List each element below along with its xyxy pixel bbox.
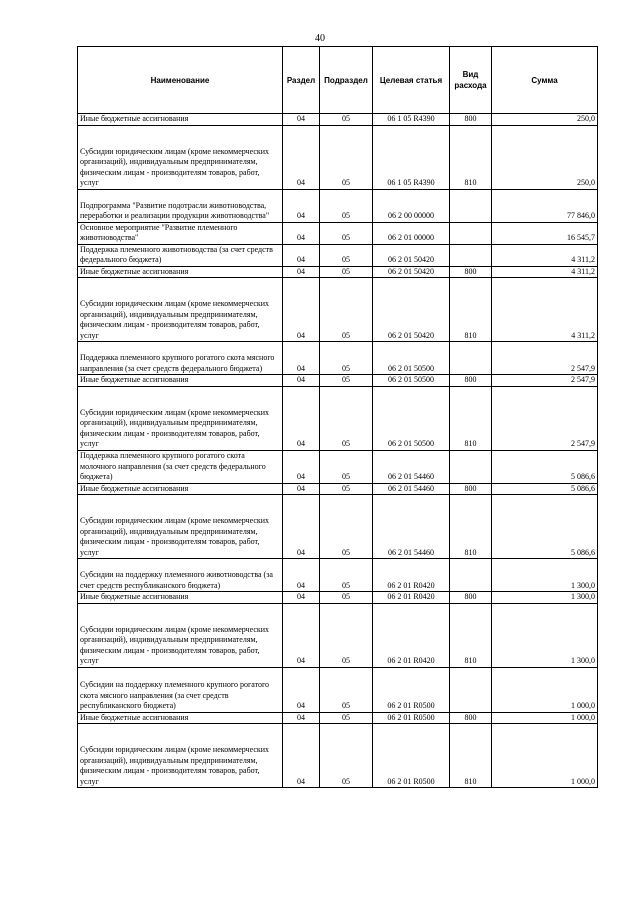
cell-sub: 05 — [320, 375, 373, 387]
cell-typ — [450, 222, 492, 244]
cell-sec: 04 — [283, 559, 320, 592]
cell-name: Иные бюджетные ассигнования — [78, 114, 283, 126]
cell-tgt: 06 2 01 54460 — [373, 450, 450, 483]
cell-sec: 04 — [283, 495, 320, 559]
table-body — [78, 114, 598, 788]
cell-typ: 810 — [450, 278, 492, 342]
cell-sum: 1 300,0 — [492, 592, 598, 604]
cell-typ: 810 — [450, 495, 492, 559]
cell-sum: 2 547,9 — [492, 375, 598, 387]
cell-tgt: 06 1 05 R4390 — [373, 125, 450, 189]
cell-typ: 800 — [450, 266, 492, 278]
cell-tgt: 06 2 01 50420 — [373, 244, 450, 266]
cell-name: Основное мероприятие "Развитие племенного животноводства" — [78, 222, 283, 244]
header-target: Целевая статья — [373, 47, 450, 114]
cell-typ — [450, 342, 492, 375]
cell-sec: 04 — [283, 125, 320, 189]
table-row — [78, 114, 598, 126]
header-subsection: Подраздел — [320, 47, 373, 114]
cell-sub: 05 — [320, 712, 373, 724]
cell-sec: 04 — [283, 189, 320, 222]
header-type: Вид расхода — [450, 47, 492, 114]
cell-sec: 04 — [283, 375, 320, 387]
table-row — [78, 189, 598, 222]
cell-sum: 5 086,6 — [492, 495, 598, 559]
cell-typ — [450, 244, 492, 266]
cell-tgt: 06 2 01 R0420 — [373, 559, 450, 592]
header-section: Раздел — [283, 47, 320, 114]
table-row — [78, 375, 598, 387]
cell-tgt: 06 2 01 50500 — [373, 386, 450, 450]
cell-sum: 16 545,7 — [492, 222, 598, 244]
cell-tgt: 06 2 01 54460 — [373, 483, 450, 495]
table-row — [78, 724, 598, 788]
cell-sum: 77 846,0 — [492, 189, 598, 222]
cell-typ: 800 — [450, 375, 492, 387]
table-row — [78, 342, 598, 375]
cell-sub: 05 — [320, 483, 373, 495]
cell-sec: 04 — [283, 342, 320, 375]
cell-name: Иные бюджетные ассигнования — [78, 712, 283, 724]
cell-name: Субсидии юридическим лицам (кроме некоммерческих организаций), индивидуальным предпринимателям, физическим лицам - производителям товаров, работ, услуг — [78, 724, 283, 788]
cell-sub: 05 — [320, 667, 373, 712]
table-row — [78, 386, 598, 450]
header-sum: Сумма — [492, 47, 598, 114]
cell-sec: 04 — [283, 244, 320, 266]
cell-sec: 04 — [283, 114, 320, 126]
cell-sub: 05 — [320, 592, 373, 604]
cell-name: Субсидии на поддержку племенного животноводства (за счет средств республиканского бюджета) — [78, 559, 283, 592]
cell-sum: 4 311,2 — [492, 244, 598, 266]
cell-typ: 810 — [450, 125, 492, 189]
cell-sub: 05 — [320, 450, 373, 483]
cell-typ — [450, 450, 492, 483]
cell-tgt: 06 2 01 R0420 — [373, 592, 450, 604]
cell-sec: 04 — [283, 667, 320, 712]
cell-typ: 800 — [450, 114, 492, 126]
cell-sec: 04 — [283, 222, 320, 244]
cell-typ — [450, 667, 492, 712]
cell-name: Поддержка племенного животноводства (за счет средств федерального бюджета) — [78, 244, 283, 266]
table-row — [78, 495, 598, 559]
table-row — [78, 222, 598, 244]
table-row — [78, 450, 598, 483]
table-row — [78, 266, 598, 278]
cell-sub: 05 — [320, 114, 373, 126]
table-row — [78, 244, 598, 266]
cell-typ — [450, 189, 492, 222]
cell-typ: 810 — [450, 386, 492, 450]
cell-typ: 810 — [450, 724, 492, 788]
cell-sec: 04 — [283, 603, 320, 667]
cell-tgt: 06 2 01 R0420 — [373, 603, 450, 667]
table-row — [78, 483, 598, 495]
cell-sum: 5 086,6 — [492, 450, 598, 483]
cell-name: Иные бюджетные ассигнования — [78, 592, 283, 604]
cell-tgt: 06 1 05 R4390 — [373, 114, 450, 126]
cell-name: Субсидии юридическим лицам (кроме некоммерческих организаций), индивидуальным предпринимателям, физическим лицам - производителям товаров, работ, услуг — [78, 386, 283, 450]
cell-sec: 04 — [283, 450, 320, 483]
table-row — [78, 125, 598, 189]
cell-sub: 05 — [320, 495, 373, 559]
cell-typ: 810 — [450, 603, 492, 667]
cell-tgt: 06 2 00 00000 — [373, 189, 450, 222]
cell-sec: 04 — [283, 278, 320, 342]
cell-tgt: 06 2 01 50420 — [373, 278, 450, 342]
table-row — [78, 603, 598, 667]
cell-sum: 250,0 — [492, 114, 598, 126]
cell-sub: 05 — [320, 266, 373, 278]
cell-name: Подпрограмма "Развитие подотрасли животноводства, переработки и реализации продукции животноводства" — [78, 189, 283, 222]
cell-sec: 04 — [283, 592, 320, 604]
table-row — [78, 667, 598, 712]
header-name: Наименование — [78, 47, 283, 114]
cell-sub: 05 — [320, 189, 373, 222]
cell-sum: 2 547,9 — [492, 386, 598, 450]
cell-typ — [450, 559, 492, 592]
cell-sum: 1 000,0 — [492, 712, 598, 724]
cell-sec: 04 — [283, 386, 320, 450]
cell-name: Иные бюджетные ассигнования — [78, 266, 283, 278]
cell-sub: 05 — [320, 342, 373, 375]
cell-sum: 1 000,0 — [492, 667, 598, 712]
cell-typ: 800 — [450, 712, 492, 724]
cell-sum: 4 311,2 — [492, 278, 598, 342]
cell-tgt: 06 2 01 54460 — [373, 495, 450, 559]
cell-sub: 05 — [320, 222, 373, 244]
table-row — [78, 592, 598, 604]
budget-table — [77, 46, 598, 788]
cell-name: Субсидии юридическим лицам (кроме некоммерческих организаций), индивидуальным предпринимателям, физическим лицам - производителям товаров, работ, услуг — [78, 125, 283, 189]
page-number: 40 — [315, 33, 325, 44]
table-row — [78, 278, 598, 342]
cell-sum: 2 547,9 — [492, 342, 598, 375]
cell-name: Субсидии юридическим лицам (кроме некоммерческих организаций), индивидуальным предпринимателям, физическим лицам - производителям товаров, работ, услуг — [78, 603, 283, 667]
table-header-row — [78, 47, 598, 114]
cell-sum: 1 300,0 — [492, 559, 598, 592]
cell-sum: 4 311,2 — [492, 266, 598, 278]
cell-sec: 04 — [283, 724, 320, 788]
cell-name: Поддержка племенного крупного рогатого скота мясного направления (за счет средств федерального бюджета) — [78, 342, 283, 375]
cell-sec: 04 — [283, 266, 320, 278]
cell-name: Поддержка племенного крупного рогатого скота молочного направления (за счет средств федерального бюджета) — [78, 450, 283, 483]
cell-sum: 1 300,0 — [492, 603, 598, 667]
cell-sub: 05 — [320, 386, 373, 450]
cell-name: Иные бюджетные ассигнования — [78, 375, 283, 387]
cell-tgt: 06 2 01 R0500 — [373, 667, 450, 712]
cell-name: Субсидии юридическим лицам (кроме некоммерческих организаций), индивидуальным предпринимателям, физическим лицам - производителям товаров, работ, услуг — [78, 278, 283, 342]
cell-sec: 04 — [283, 483, 320, 495]
cell-sum: 5 086,6 — [492, 483, 598, 495]
cell-tgt: 06 2 01 50500 — [373, 375, 450, 387]
cell-sec: 04 — [283, 712, 320, 724]
cell-typ: 800 — [450, 483, 492, 495]
cell-sub: 05 — [320, 244, 373, 266]
cell-tgt: 06 2 01 R0500 — [373, 724, 450, 788]
cell-tgt: 06 2 01 00000 — [373, 222, 450, 244]
table-row — [78, 712, 598, 724]
cell-name: Субсидии на поддержку племенного крупного рогатого скота мясного направления (за счет средств республиканского бюджета) — [78, 667, 283, 712]
cell-sum: 250,0 — [492, 125, 598, 189]
cell-sum: 1 000,0 — [492, 724, 598, 788]
cell-name: Иные бюджетные ассигнования — [78, 483, 283, 495]
cell-sub: 05 — [320, 125, 373, 189]
cell-sub: 05 — [320, 278, 373, 342]
cell-tgt: 06 2 01 50500 — [373, 342, 450, 375]
cell-name: Субсидии юридическим лицам (кроме некоммерческих организаций), индивидуальным предпринимателям, физическим лицам - производителям товаров, работ, услуг — [78, 495, 283, 559]
cell-sub: 05 — [320, 724, 373, 788]
cell-sub: 05 — [320, 559, 373, 592]
cell-tgt: 06 2 01 50420 — [373, 266, 450, 278]
table-row — [78, 559, 598, 592]
cell-typ: 800 — [450, 592, 492, 604]
cell-sub: 05 — [320, 603, 373, 667]
cell-tgt: 06 2 01 R0500 — [373, 712, 450, 724]
